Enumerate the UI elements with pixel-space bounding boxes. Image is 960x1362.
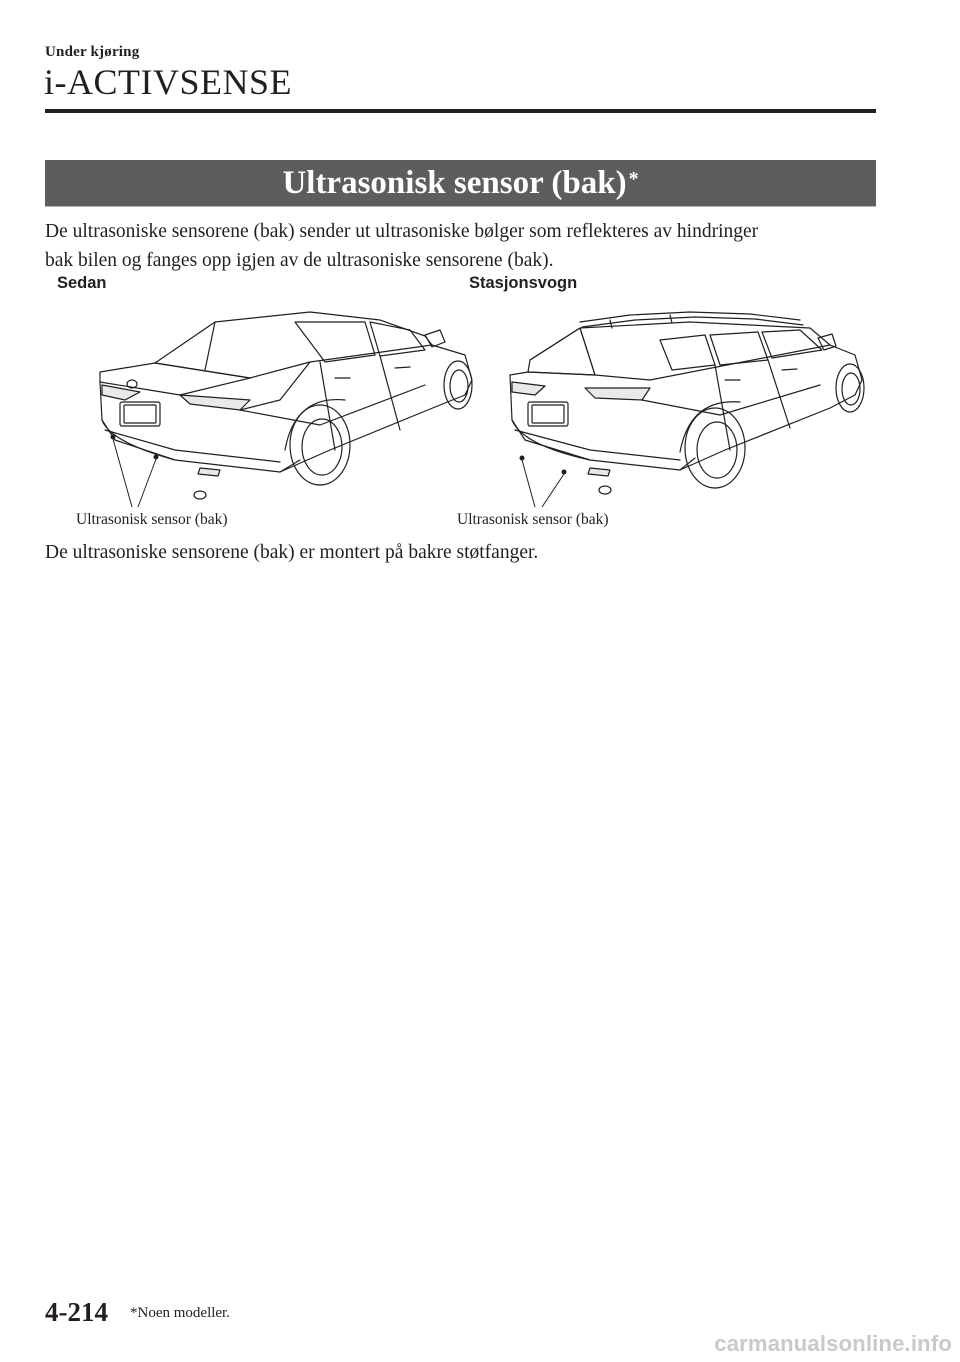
figure-label-wagon: Stasjonsvogn	[469, 274, 578, 292]
callout-wagon-sensor: Ultrasonisk sensor (bak)	[457, 511, 609, 528]
footnote: *Noen modeller.	[130, 1305, 230, 1321]
section-banner	[45, 160, 876, 207]
intro-paragraph-line-2: bak bilen og fanges opp igjen av de ultrasoniske sensorene (bak).	[45, 250, 554, 271]
callout-sedan-sensor: Ultrasonisk sensor (bak)	[76, 511, 228, 528]
sedan-car-illustration	[80, 300, 480, 510]
intro-paragraph-line-1: De ultrasoniske sensorene (bak) sender ut ultrasoniske bølger som reflekteres av hindringer	[45, 221, 759, 242]
banner-asterisk: *	[628, 167, 639, 190]
header-rule	[45, 109, 876, 113]
page-number: 4-214	[45, 1297, 108, 1327]
figure-label-sedan: Sedan	[57, 274, 107, 292]
wagon-car-illustration	[500, 300, 870, 510]
banner-title: Ultrasonisk sensor (bak)	[282, 164, 627, 201]
watermark: carmanualsonline.info	[714, 1331, 952, 1356]
chapter-title: i-ACTIVSENSE	[44, 62, 292, 102]
closing-paragraph: De ultrasoniske sensorene (bak) er montert på bakre støtfanger.	[45, 542, 539, 563]
section-kicker: Under kjøring	[45, 44, 140, 60]
